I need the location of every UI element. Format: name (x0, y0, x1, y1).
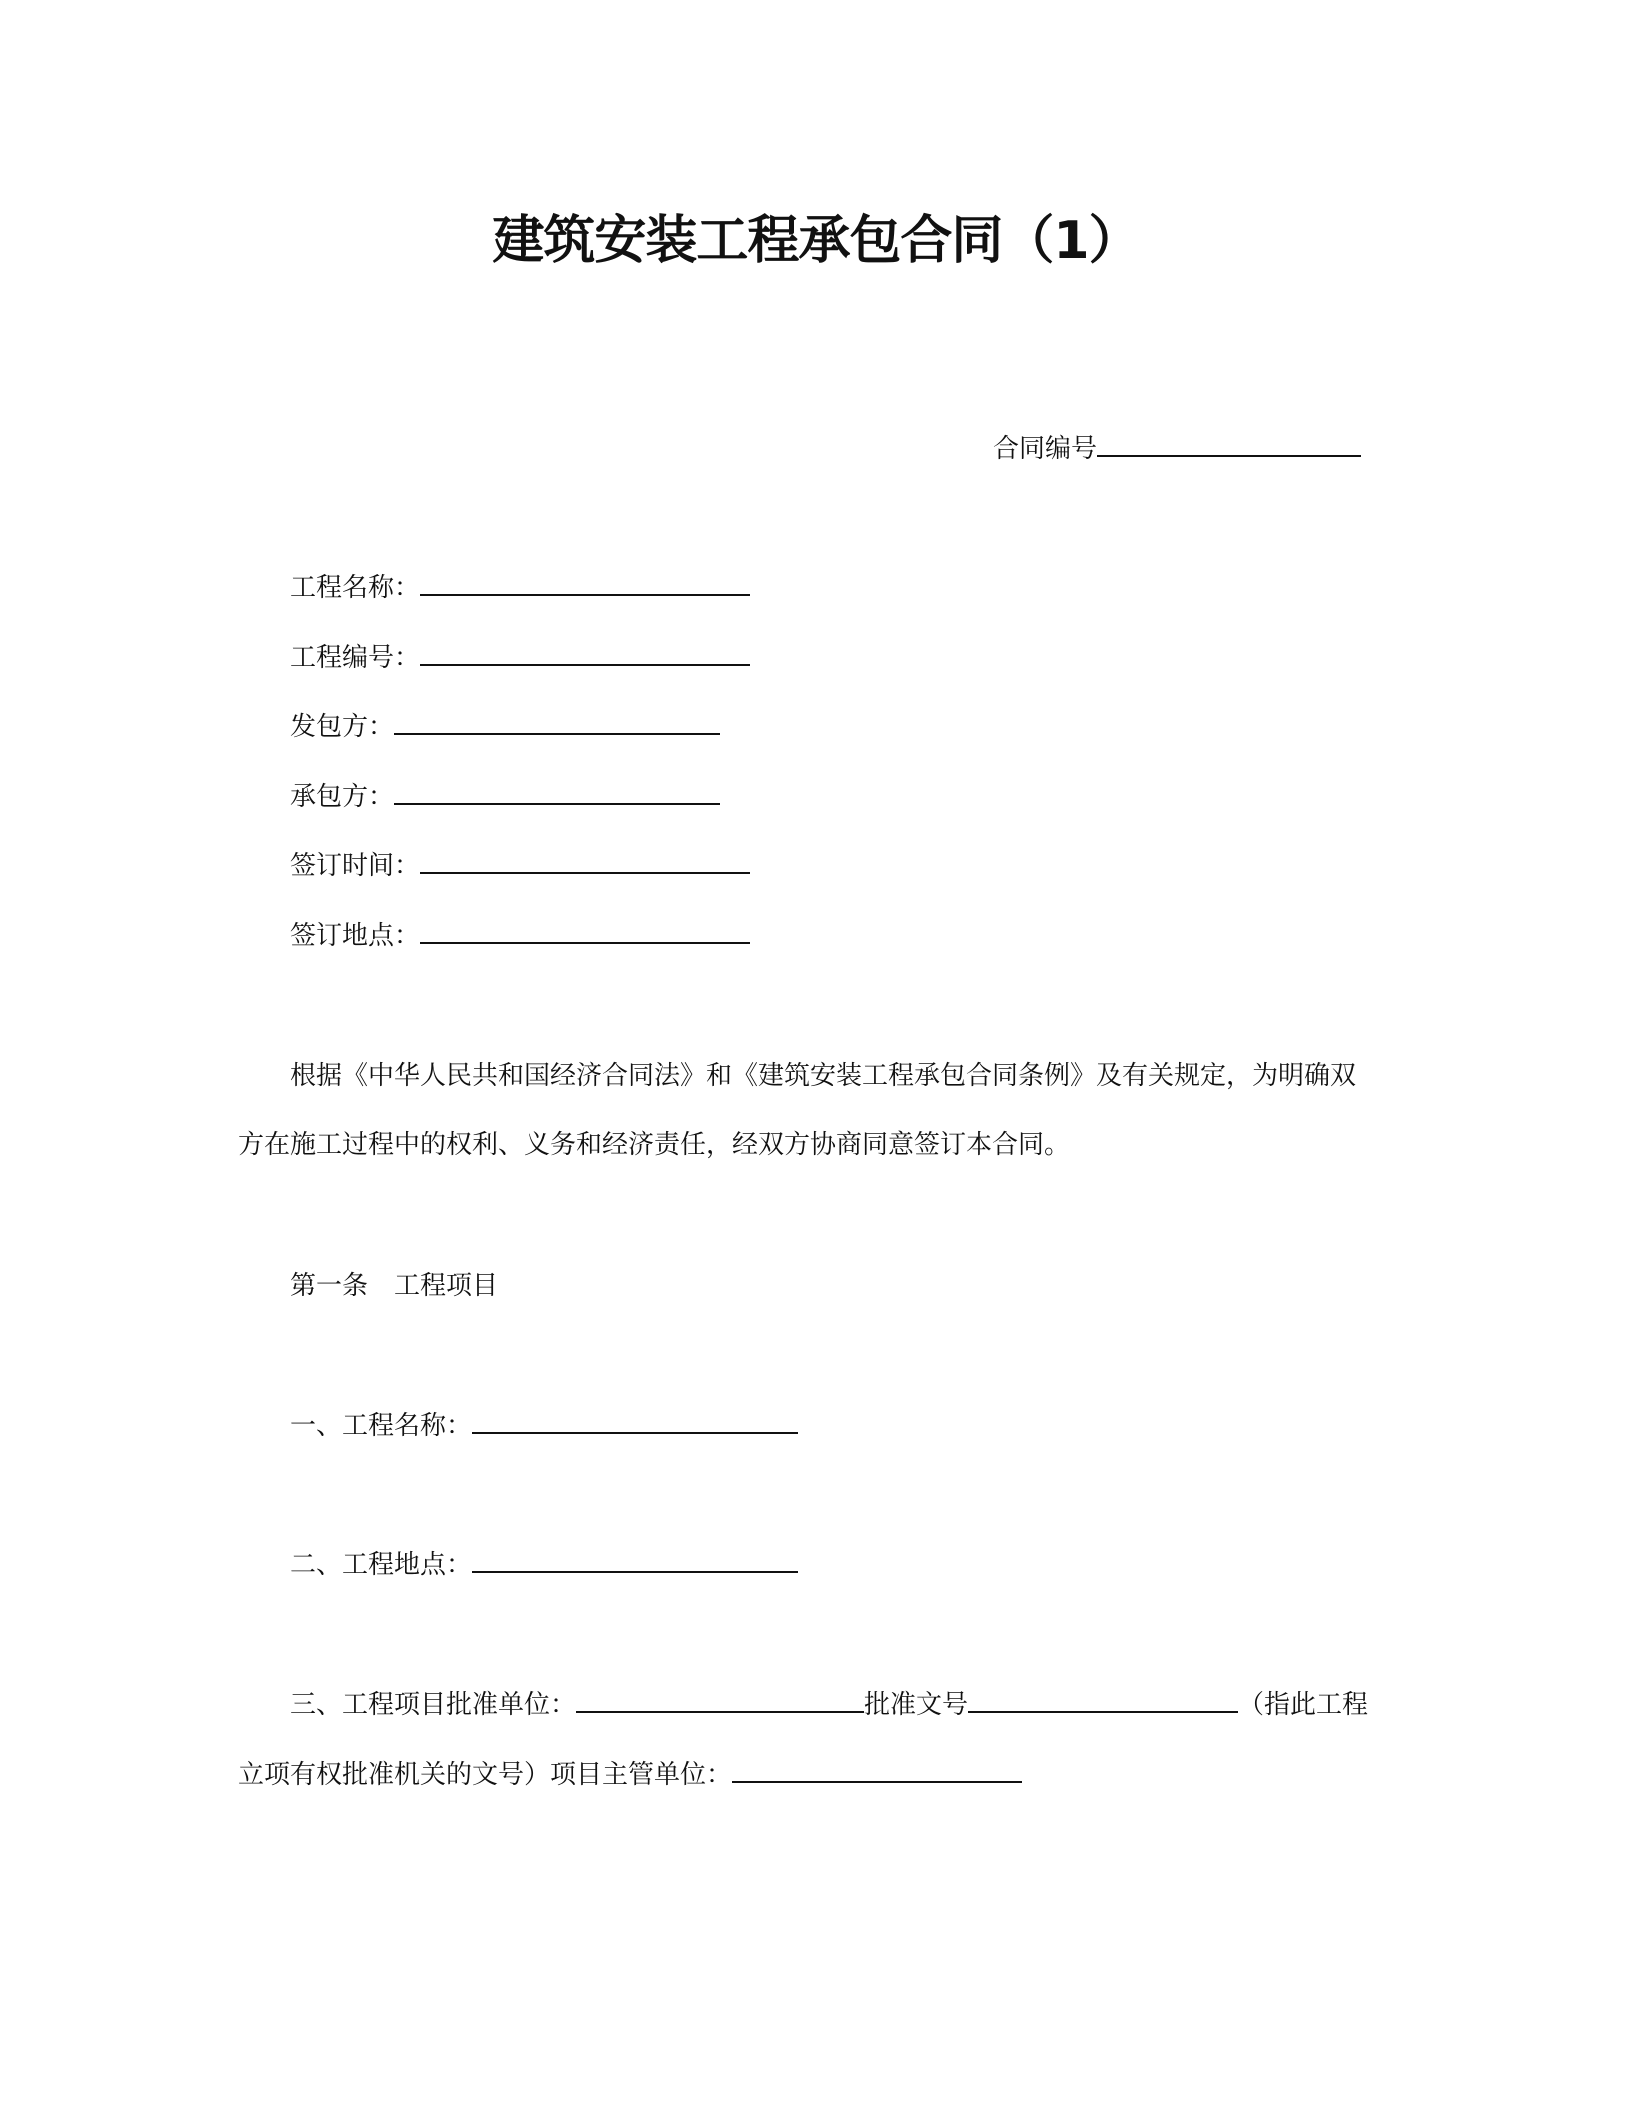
contract-number-label: 合同编号 (993, 434, 1098, 464)
project-name-blank[interactable] (420, 570, 750, 596)
field-label: 承包方： (290, 782, 395, 812)
field-label: 工程编号： (290, 643, 421, 673)
cover-field-signing-date (290, 848, 750, 884)
field-label: 签订时间： (290, 851, 421, 881)
intro-paragraph-line-1: 根据《中华人民共和国经济合同法》和《建筑安装工程承包合同条例》及有关规定，为明确双 (290, 1061, 1357, 1091)
approval-doc-number-blank[interactable] (968, 1687, 1238, 1713)
cover-field-project-name (290, 570, 750, 606)
article-1-item-3-line-1 (290, 1687, 1368, 1723)
item-label: 批准文号 (864, 1690, 969, 1720)
item-label: 三、工程项目批准单位： (290, 1690, 577, 1720)
approval-unit-blank[interactable] (576, 1687, 864, 1713)
cover-field-project-number (290, 640, 750, 676)
item-label: 二、工程地点： (290, 1550, 473, 1580)
cover-field-signing-place (290, 918, 750, 954)
article-1-item-2 (290, 1547, 798, 1583)
intro-paragraph-line-2: 方在施工过程中的权利、义务和经济责任，经双方协商同意签订本合同。 (238, 1130, 1071, 1160)
signing-date-blank[interactable] (420, 848, 750, 874)
item-label: 一、工程名称： (290, 1411, 473, 1441)
cover-field-employer (290, 709, 720, 745)
contractor-blank[interactable] (394, 779, 720, 805)
article-1-item-1 (290, 1408, 798, 1444)
supervising-unit-blank[interactable] (732, 1757, 1022, 1783)
item-project-location-blank[interactable] (472, 1547, 798, 1573)
field-label: 签订地点： (290, 921, 421, 951)
signing-place-blank[interactable] (420, 918, 750, 944)
article-1-item-3-line-2 (238, 1757, 1022, 1793)
field-label: 工程名称： (290, 573, 421, 603)
cover-field-contractor (290, 779, 720, 815)
project-number-blank[interactable] (420, 640, 750, 666)
item-label: （指此工程 (1238, 1690, 1369, 1720)
document-title: 建筑安装工程承包合同（1） (492, 211, 1140, 271)
employer-blank[interactable] (394, 709, 720, 735)
article-1-heading: 第一条 工程项目 (290, 1271, 499, 1301)
item-label: 立项有权批准机关的文号）项目主管单位： (238, 1760, 733, 1790)
contract-number-blank[interactable] (1097, 431, 1361, 457)
contract-number-line (993, 431, 1361, 467)
field-label: 发包方： (290, 712, 395, 742)
item-project-name-blank[interactable] (472, 1408, 798, 1434)
